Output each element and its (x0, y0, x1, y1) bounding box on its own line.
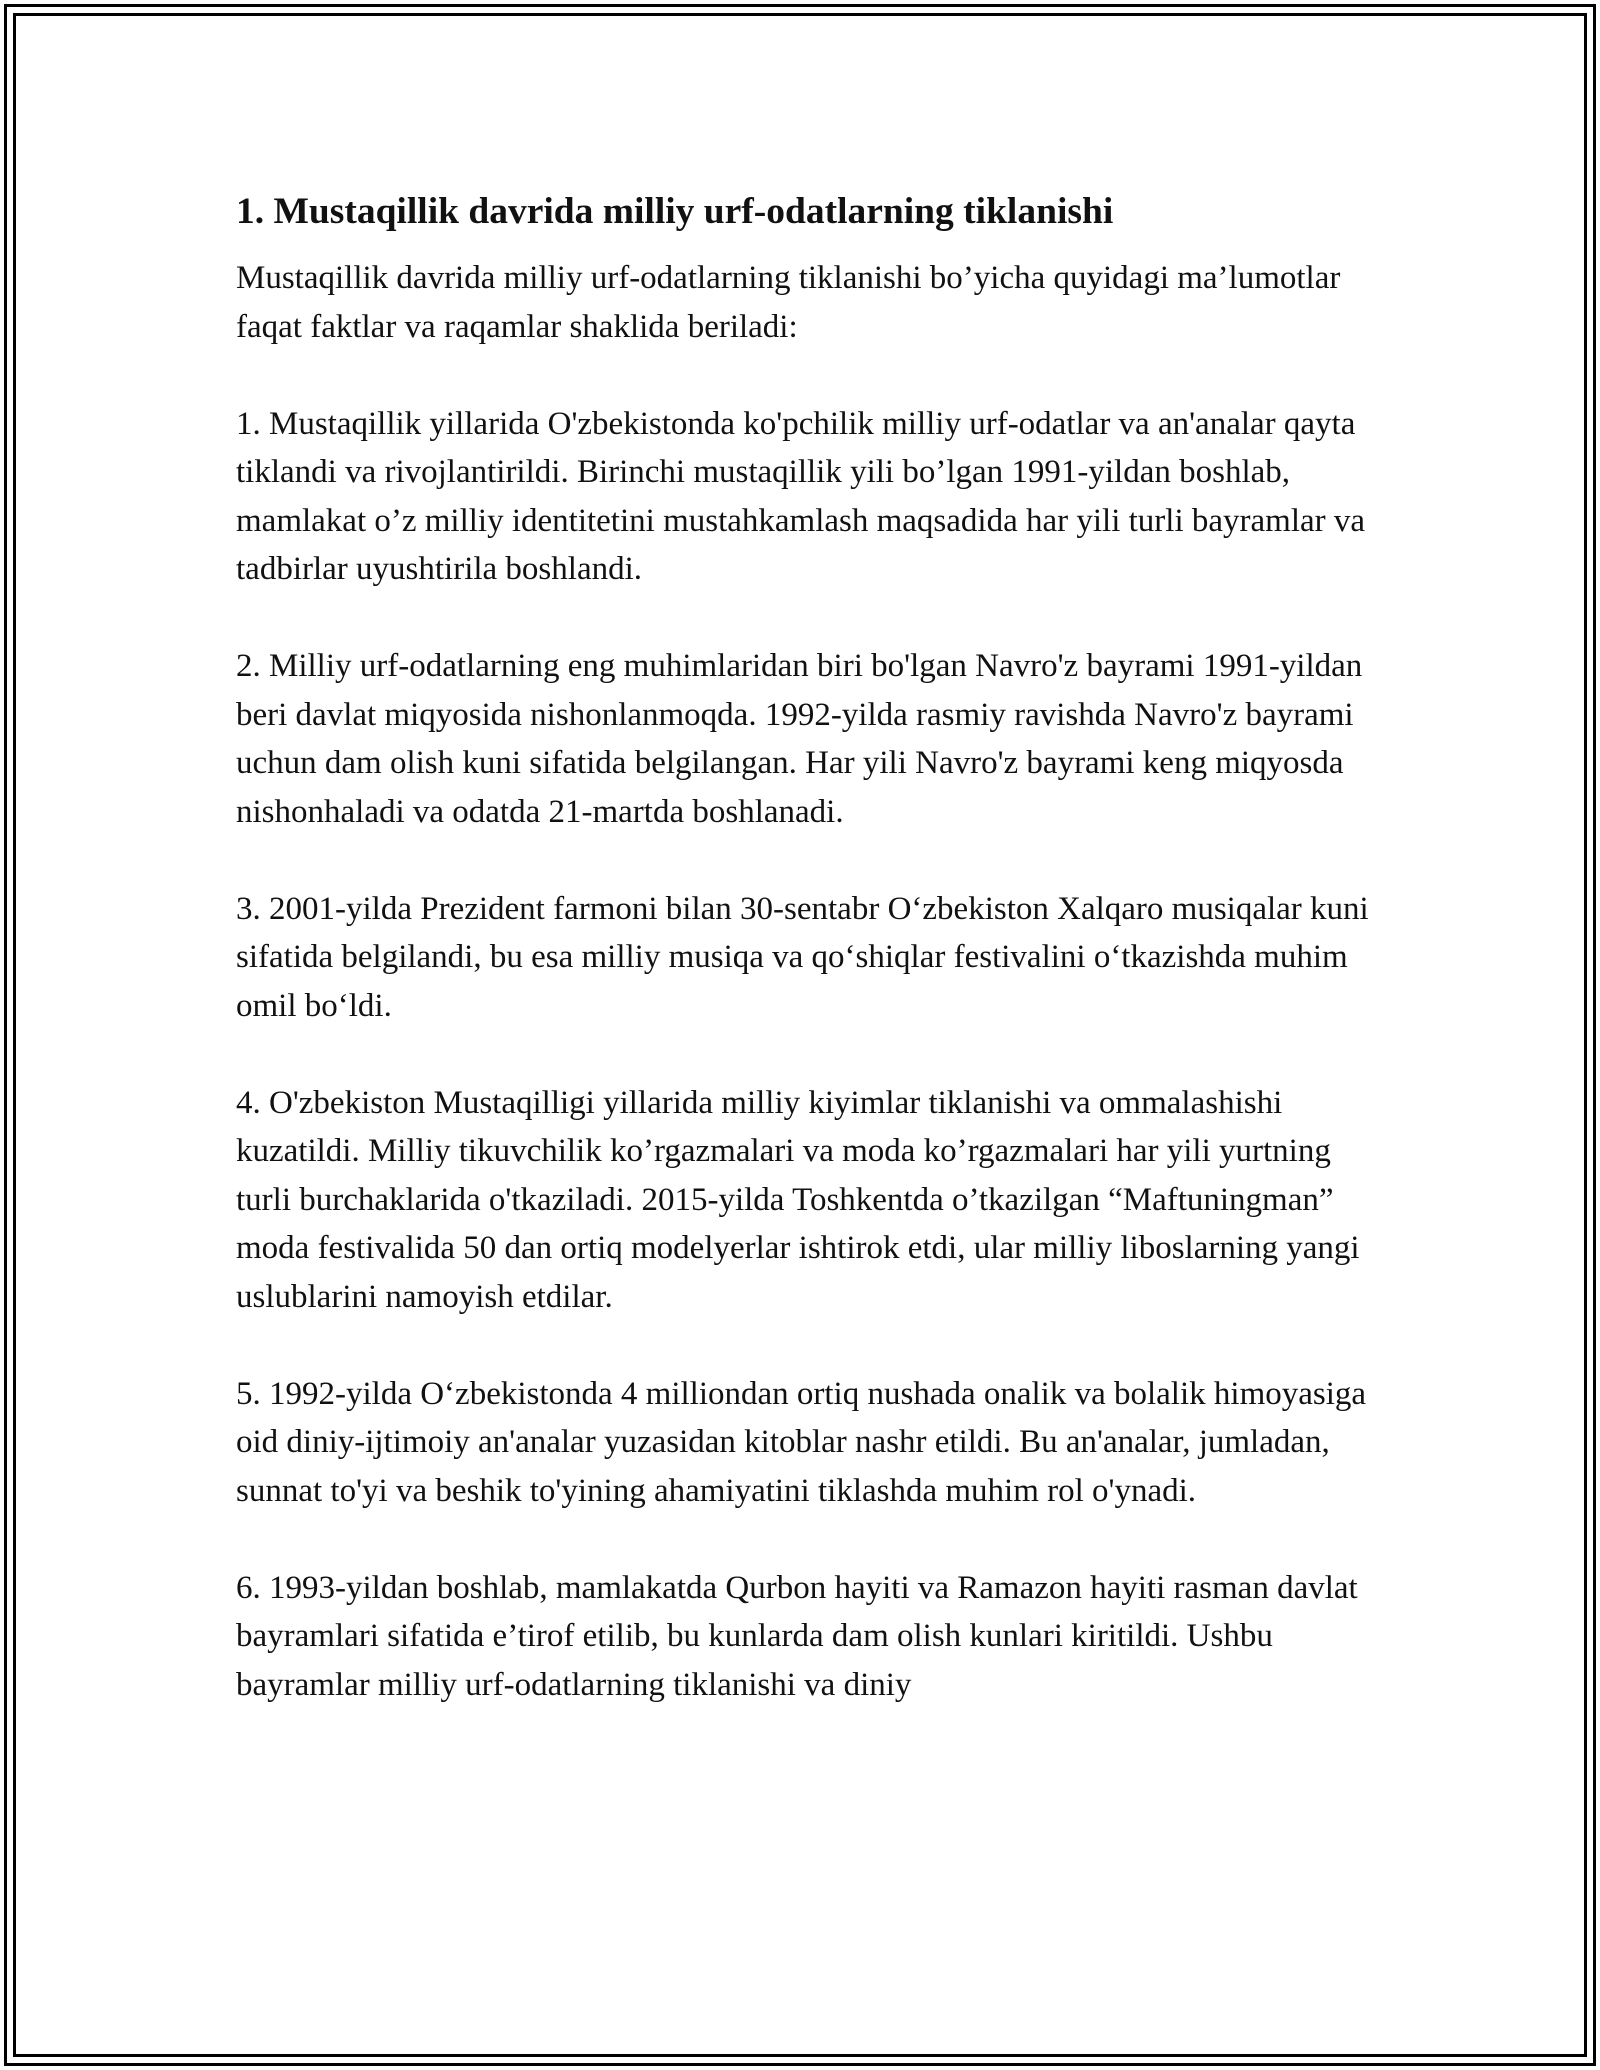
list-item-1: 1. Mustaqillik yillarida O'zbekistonda ko'pchilik milliy urf-odatlar va an'analar qayta tiklandi va rivojlantirildi. Birinchi mustaqillik yili bo’lgan 1991-yildan boshlab, mamlakat o’z milliy identitetini mustahkamlash maqsadida har yili turli bayramlar va tadbirlar uyushtirila boshlandi. (236, 405, 1366, 587)
list-item-2: 2. Milliy urf-odatlarning eng muhimlaridan biri bo'lgan Navro'z bayrami 1991-yildan beri davlat miqyosida nishonlanmoqda. 1992-yilda rasmiy ravishda Navro'z bayrami uchun dam olish kuni sifatida belgilangan. Har yili Navro'z bayrami keng miqyosda nishonhaladi va odatda 21-martda boshlanadi. (236, 648, 1363, 830)
document-title: 1. Mustaqillik davrida milliy urf-odatlarning tiklanishi (236, 191, 1114, 232)
list-item-3: 3. 2001-yilda Prezident farmoni bilan 30-sentabr O‘zbekiston Xalqaro musiqalar kuni sifatida belgilandi, bu esa milliy musiqa va qo‘shiqlar festivalini o‘tkazishda muhim omil bo‘ldi. (236, 890, 1369, 1024)
document-body (236, 186, 1376, 1709)
list-item-4: 4. O'zbekiston Mustaqilligi yillarida milliy kiyimlar tiklanishi va ommalashishi kuzatildi. Milliy tikuvchilik ko’rgazmalari va moda ko’rgazmalari har yili yurtning turli burchaklarida o'tkaziladi. 2015-yilda Toshkentda o’tkazilgan “Maftuningman” moda festivalida 50 dan ortiq modelyerlar ishtirok etdi, ular milliy liboslarning yangi uslublarini namoyish etdilar. (236, 1084, 1360, 1315)
intro-paragraph: Mustaqillik davrida milliy urf-odatlarning tiklanishi bo’yicha quyidagi ma’lumotlar faqat faktlar va raqamlar shaklida beriladi: (236, 260, 1341, 345)
list-item-5: 5. 1992-yilda O‘zbekistonda 4 milliondan ortiq nushada onalik va bolalik himoyasiga oid diniy-ijtimoiy an'analar yuzasidan kitoblar nashr etildi. Bu an'analar, jumladan, sunnat to'yi va beshik to'yining ahamiyatini tiklashda muhim rol o'ynadi. (236, 1375, 1367, 1509)
list-item-6: 6. 1993-yildan boshlab, mamlakatda Qurbon hayiti va Ramazon hayiti rasman davlat bayramlari sifatida e’tirof etilib, bu kunlarda dam olish kunlari kiritildi. Ushbu bayramlar milliy urf-odatlarning tiklanishi va diniy (236, 1569, 1358, 1703)
